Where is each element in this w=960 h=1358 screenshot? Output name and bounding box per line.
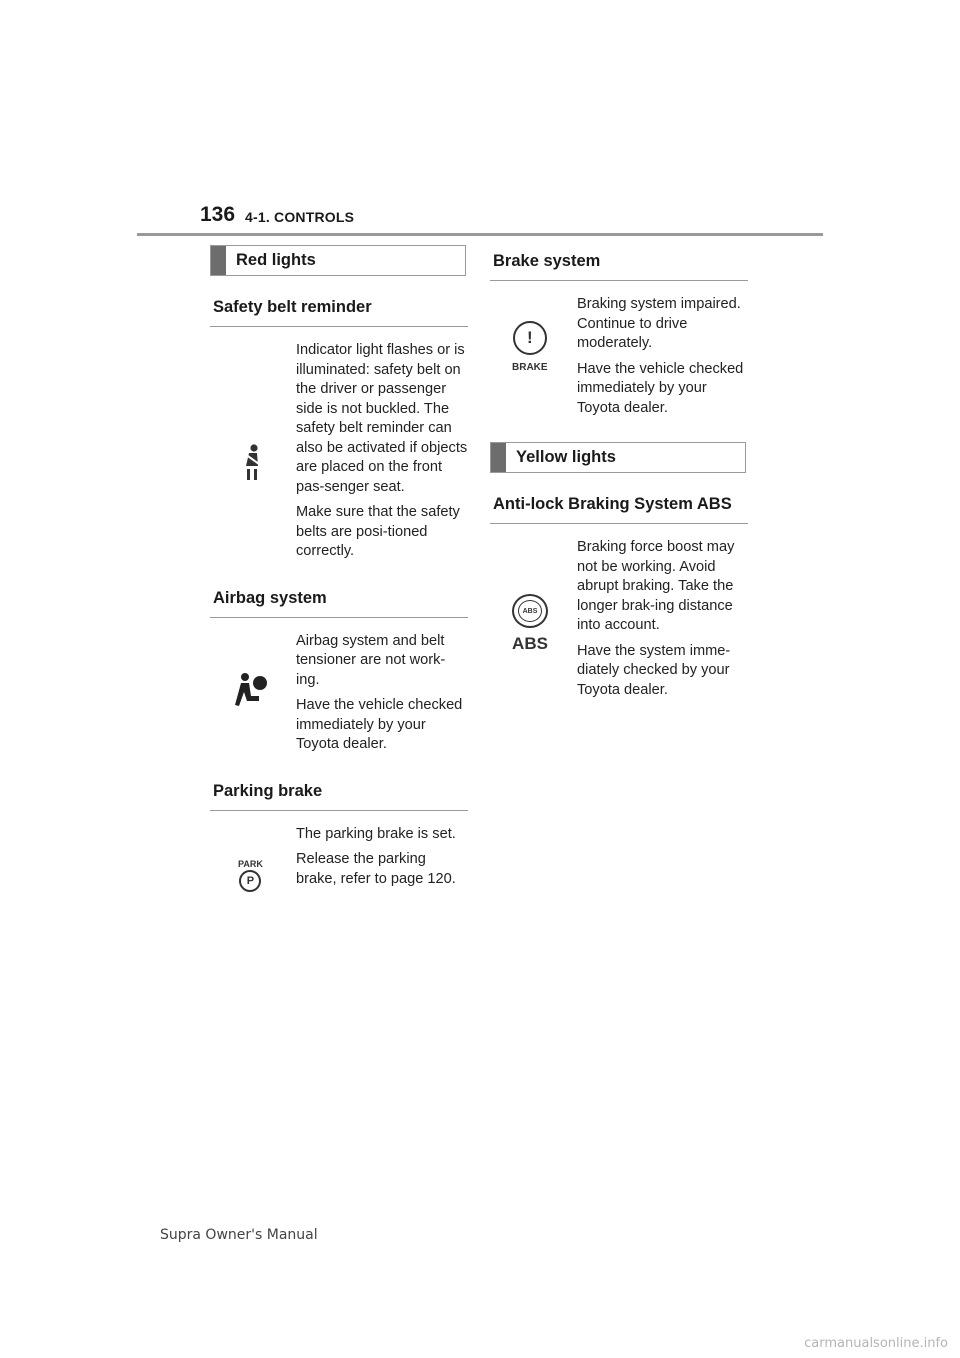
- brake-icon-label: BRAKE: [512, 362, 548, 373]
- airbag-title: Airbag system: [210, 588, 468, 618]
- airbag-text-2: Have the vehicle checked immediately by your Toyota dealer.: [296, 697, 463, 752]
- abs-text-2: Have the system imme-diately checked by your Toyota dealer.: [577, 642, 731, 698]
- parking-brake-text-1: The parking brake is set.: [296, 825, 456, 842]
- abs-icon-label: ABS: [512, 634, 548, 653]
- park-icon-label: PARK: [238, 858, 263, 869]
- brake-system-title: Brake system: [490, 245, 748, 281]
- safety-belt-text-1: Indicator light flashes or is illuminated: safety belt on the driver or passenger side is not buckled. The safety belt reminder can also be activated if objects are placed on the front pas-senger seat.: [296, 342, 468, 495]
- safety-belt-text-2: Make sure that the safety belts are posi-tioned correctly.: [296, 504, 460, 559]
- abs-icon-inner: ABS: [522, 607, 538, 615]
- yellow-lights-heading: [490, 442, 746, 473]
- category-bar: [491, 443, 506, 472]
- brake-text-1: Braking system impaired. Continue to drive moderately.: [577, 296, 741, 351]
- airbag-text-1: Airbag system and belt tensioner are not work-ing.: [296, 632, 446, 688]
- park-brake-icon: [238, 859, 263, 892]
- left-column: [190, 245, 468, 895]
- parking-brake-title: Parking brake: [210, 781, 468, 811]
- seatbelt-warning-icon: [240, 444, 264, 480]
- chapter-title: 4-1. CONTROLS: [245, 209, 355, 225]
- brake-icon-mark: !: [526, 328, 533, 347]
- page-number: 136: [200, 203, 236, 226]
- airbag-entry: [210, 632, 468, 755]
- abs-title: Anti-lock Braking System ABS: [490, 494, 748, 524]
- safety-belt-title: Safety belt reminder: [210, 297, 468, 327]
- park-icon-letter: P: [246, 874, 255, 887]
- parking-brake-entry: [210, 825, 468, 890]
- right-column: [470, 245, 748, 706]
- abs-entry: [490, 538, 748, 700]
- brake-text-2: Have the vehicle checked immediately by your Toyota dealer.: [577, 360, 744, 416]
- safety-belt-entry: [210, 341, 468, 562]
- manual-title: Supra Owner's Manual: [160, 1227, 318, 1243]
- red-lights-label: Red lights: [236, 251, 316, 269]
- abs-warning-icon: [512, 594, 548, 654]
- watermark: carmanualsonline.info: [804, 1336, 948, 1351]
- header-rule: [137, 233, 823, 236]
- yellow-lights-label: Yellow lights: [516, 448, 616, 466]
- abs-text-1: Braking force boost may not be working. Avoid abrupt braking. Take the longer brak-ing distance into account.: [577, 539, 735, 633]
- red-lights-heading: [210, 245, 466, 276]
- category-bar: [211, 246, 226, 275]
- parking-brake-text-2: Release the parking brake, refer to page 120.: [296, 851, 456, 887]
- brake-system-entry: [490, 295, 748, 418]
- airbag-warning-icon: [234, 672, 268, 708]
- brake-warning-icon: [512, 321, 548, 373]
